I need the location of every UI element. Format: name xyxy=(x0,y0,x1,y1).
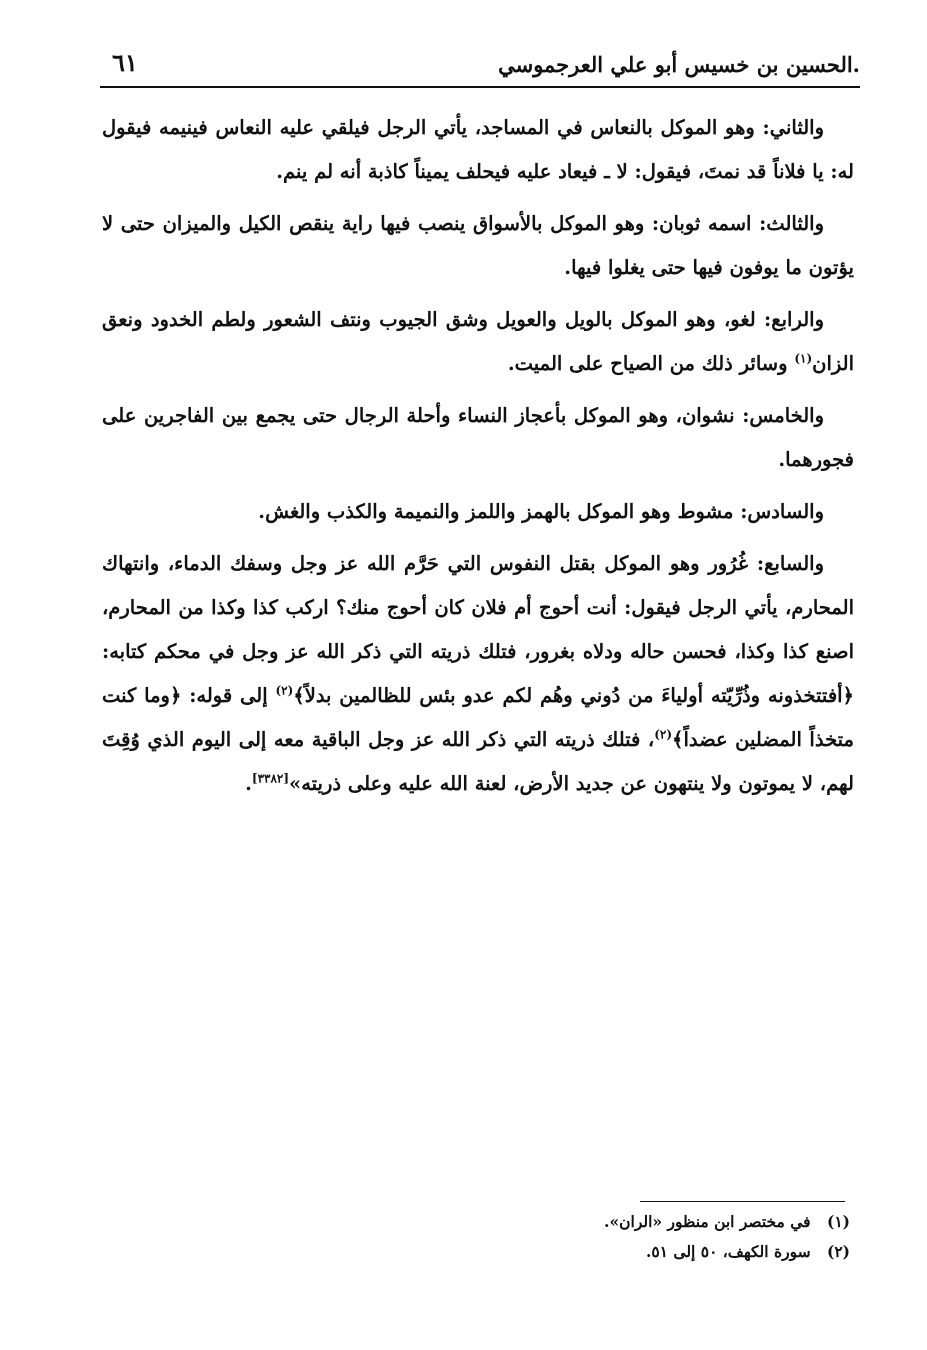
main-text xyxy=(102,106,854,814)
paragraph-fifth xyxy=(102,394,854,482)
page-number: ٦١ xyxy=(112,48,138,77)
paragraph-text: والثاني: وهو الموكل بالنعاس في المساجد، يأتي الرجل فيلقي عليه النعاس فينيمه فيقول له: يا فلاناً قد نمتَ، فيقول: لا ـ فيعاد عليه فيحلف يميناً كاذبة أنه لم ينم. xyxy=(102,116,854,183)
header-rule xyxy=(100,86,860,88)
footnote-item xyxy=(440,1237,850,1267)
paragraph-text: والخامس: نشوان، وهو الموكل بأعجاز النساء وأحلة الرجال حتى يجمع بين الفاجرين على فجورهما. xyxy=(102,404,854,471)
footnote-text: في مختصر ابن منظور «الران». xyxy=(604,1212,811,1231)
footnote-ref: (٢) xyxy=(654,727,673,742)
paragraph-text: والثالث: اسمه ثوبان: وهو الموكل بالأسواق ينصب فيها راية ينقص الكيل والميزان حتى لا يؤتون ما يوفون فيها حتى يغلوا فيها. xyxy=(102,212,854,279)
paragraph-text: والرابع: لغو، وهو الموكل بالويل والعويل وشق الجيوب ونتف الشعور ولطم الخدود ونعق الزان xyxy=(102,308,854,375)
footnote-number: (١) xyxy=(826,1212,850,1231)
paragraph-third xyxy=(102,202,854,290)
paragraph-fourth xyxy=(102,298,854,386)
paragraph-text: إلى قوله: ﴿وما كنت متخذاً المضلين عضداً﴾ xyxy=(102,684,854,751)
footnote-number: (٢) xyxy=(826,1242,850,1261)
running-header xyxy=(100,42,860,86)
paragraph-sixth xyxy=(102,490,854,534)
running-title: .الحسين بن خسيس أبو علي العرجموسي xyxy=(498,52,860,77)
paragraph-second xyxy=(102,106,854,194)
footnote-text: سورة الكهف، ٥٠ إلى ٥١. xyxy=(645,1242,811,1261)
paragraph-text: والسادس: مشوط وهو الموكل بالهمز واللمز والنميمة والكذب والغش. xyxy=(258,500,824,523)
paragraph-text: وسائر ذلك من الصياح على الميت. xyxy=(507,352,795,375)
paragraph-seventh xyxy=(102,542,854,806)
paragraph-text: ، فتلك ذريته التي ذكر الله عز وجل الباقية معه إلى اليوم الذي وُقِتَ لهم، لا يموتون ولا ينتهون عن جديد الأرض، لعنة الله عليه وعلى ذريته» xyxy=(102,728,854,795)
source-ref: [٣٣٨٢] xyxy=(251,771,290,786)
footnote-ref: (٢) xyxy=(275,683,294,698)
footnote-ref: (١) xyxy=(794,351,813,366)
paragraph-text: والسابع: غُرُور وهو الموكل بقتل النفوس التي حَرَّم الله عز وجل وسفك الدماء، وانتهاك المحارم، يأتي الرجل فيقول: أنت أحوج أم فلان كان أحوج منك؟ اركب كذا وكذا من المحارم، اصنع كذا وكذا، فحسن حاله ودلاه بغرور، فتلك ذريته التي ذكر الله عز وجل في محكم كتابه: ﴿أفتتخذونه وذُرِّيّته أولياءَ من دُوني وهُم لكم عدو بئس للظالمين بدلاً﴾ xyxy=(102,552,854,707)
footnote-rule xyxy=(640,1201,845,1202)
footnotes xyxy=(440,1207,850,1267)
footnote-item xyxy=(440,1207,850,1237)
paragraph-text: . xyxy=(245,772,252,795)
